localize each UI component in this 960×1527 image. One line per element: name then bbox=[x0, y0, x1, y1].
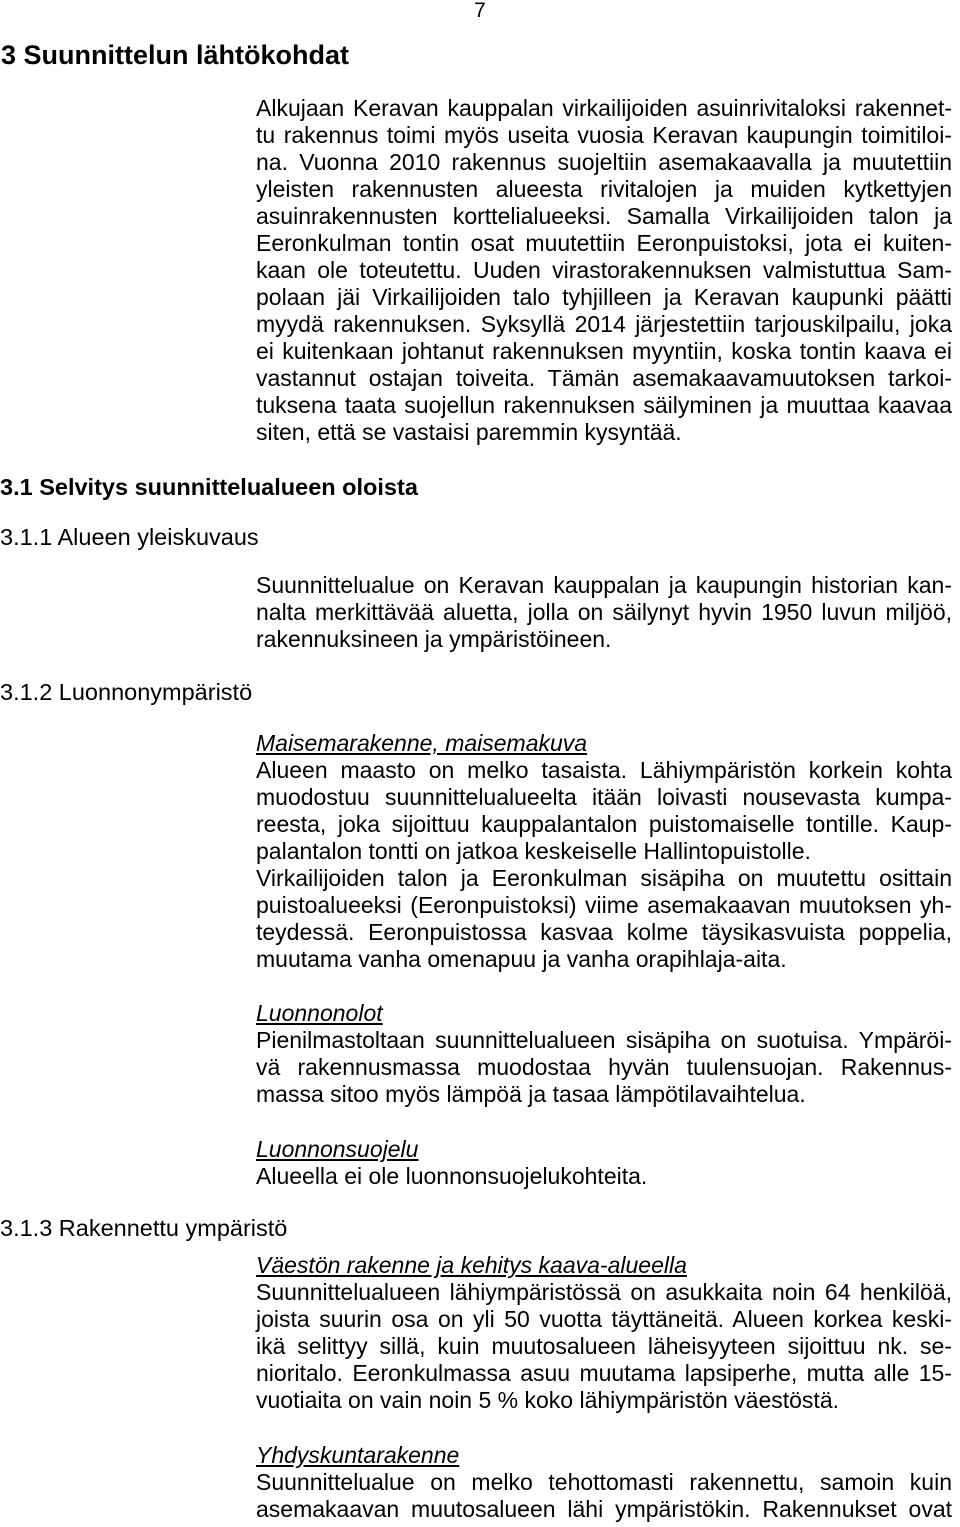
landscape-line: reesta, joka sijoittuu kauppalantalon puistomaiselle tontille. Kaup- bbox=[256, 811, 952, 837]
community-structure-title: Yhdyskuntarakenne bbox=[256, 1442, 460, 1468]
landscape-line: Virkailijoiden talon ja Eeronkulman sisäpiha on muutettu osittain bbox=[256, 865, 952, 891]
natural-conditions-line: Pienilmastoltaan suunnittelualueen sisäpiha on suotuisa. Ympäröi- bbox=[256, 1027, 952, 1053]
intro-line: siten, että se vastaisi paremmin kysyntää. bbox=[256, 419, 682, 445]
landscape-line: muodostuu suunnittelualueelta itään loivasti nousevasta kumpa- bbox=[256, 784, 952, 810]
landscape-title: Maisemarakenne, maisemakuva bbox=[256, 730, 588, 756]
intro-line: tuksena taata suojellun rakennuksen säilyminen ja muuttaa kaavaa bbox=[256, 392, 952, 418]
overview-paragraph bbox=[256, 572, 952, 653]
subsection-heading-rakennettu-ymparisto: 3.1.3 Rakennettu ympäristö bbox=[0, 1215, 288, 1241]
nature-conservation-section bbox=[256, 1136, 952, 1190]
chapter-heading: 3 Suunnittelun lähtökohdat bbox=[1, 40, 349, 70]
population-line: vuotiaita on vain noin 5 % koko lähiympäristön väestöstä. bbox=[256, 1387, 839, 1413]
intro-line: asuinrakennusten korttelialueeksi. Samalla Virkailijoiden talon ja bbox=[256, 203, 952, 229]
intro-line: vastannut ostajan toiveita. Tämän asemakaavamuutoksen tarkoi- bbox=[256, 365, 952, 391]
landscape-line: puistoalueeksi (Eeronpuistoksi) viime asemakaavan muutoksen yh- bbox=[256, 892, 952, 918]
subsection-heading-alueen-yleiskuvaus: 3.1.1 Alueen yleiskuvaus bbox=[0, 524, 259, 550]
subsection-heading-luonnonymparisto: 3.1.2 Luonnonympäristö bbox=[0, 679, 253, 705]
section-heading: 3.1 Selvitys suunnittelualueen oloista bbox=[0, 474, 418, 500]
landscape-line: muutama vanha omenapuu ja vanha orapihlaja-aita. bbox=[256, 946, 787, 972]
natural-conditions-line: vä rakennusmassa muodostaa hyvän tuulensuojan. Rakennus- bbox=[256, 1054, 952, 1080]
overview-line: Suunnittelualue on Keravan kauppalan ja kaupungin historian kan- bbox=[256, 572, 952, 598]
page-number: 7 bbox=[474, 0, 486, 22]
population-line: ikä selittyy sillä, kuin muutosalueen läheisyyteen sijoittuu nk. se- bbox=[256, 1333, 952, 1359]
nature-conservation-line: Alueella ei ole luonnonsuojelukohteita. bbox=[256, 1163, 648, 1189]
intro-line: yleisten rakennusten alueesta rivitalojen ja muiden kytkettyjen bbox=[256, 176, 952, 202]
population-line: Suunnittelualueen lähiympäristössä on asukkaita noin 64 henkilöä, bbox=[256, 1279, 952, 1305]
landscape-line: palantalon tontti on jatkoa keskeiselle Hallintopuistolle. bbox=[256, 838, 811, 864]
community-structure-line: asemakaavan muutosalueen lähi ympäristökin. Rakennukset ovat bbox=[256, 1496, 952, 1522]
population-line: joista suurin osa on yli 50 vuotta täyttäneitä. Alueen korkea keski- bbox=[256, 1306, 952, 1332]
landscape-section bbox=[256, 730, 952, 973]
intro-line: ei kuitenkaan johtanut rakennuksen myyntiin, koska tontin kaava ei bbox=[256, 338, 952, 364]
intro-paragraph bbox=[256, 95, 952, 446]
nature-conservation-title: Luonnonsuojelu bbox=[256, 1136, 419, 1162]
intro-line: na. Vuonna 2010 rakennus suojeltiin asemakaavalla ja muutettiin bbox=[256, 149, 952, 175]
intro-line: kaan ole toteutettu. Uuden virastorakennuksen valmistuttua Sam- bbox=[256, 257, 952, 283]
intro-line: tu rakennus toimi myös useita vuosia Keravan kaupungin toimitiloi- bbox=[256, 122, 952, 148]
population-line: nioritalo. Eeronkulmassa asuu muutama lapsiperhe, mutta alle 15- bbox=[256, 1360, 952, 1386]
intro-line: myydä rakennuksen. Syksyllä 2014 järjestettiin tarjouskilpailu, joka bbox=[256, 311, 952, 337]
overview-line: rakennuksineen ja ympäristöineen. bbox=[256, 626, 612, 652]
intro-line: polaan jäi Virkailijoiden talo tyhjilleen ja Keravan kaupunki päätti bbox=[256, 284, 952, 310]
natural-conditions-line: massa sitoo myös lämpöä ja tasaa lämpötilavaihtelua. bbox=[256, 1081, 806, 1107]
overview-line: nalta merkittävää aluetta, jolla on säilynyt hyvin 1950 luvun miljöö, bbox=[256, 599, 952, 625]
landscape-line: teydessä. Eeronpuistossa kasvaa kolme täysikasvuista poppelia, bbox=[256, 919, 952, 945]
intro-line: Eeronkulman tontin osat muutettiin Eeronpuistoksi, jota ei kuiten- bbox=[256, 230, 952, 256]
natural-conditions-section bbox=[256, 1000, 952, 1108]
natural-conditions-title: Luonnonolot bbox=[256, 1000, 383, 1026]
community-structure-section bbox=[256, 1442, 952, 1523]
population-section bbox=[256, 1252, 952, 1414]
community-structure-line: Suunnittelualue on melko tehottomasti rakennettu, samoin kuin bbox=[256, 1469, 952, 1495]
population-title: Väestön rakenne ja kehitys kaava-alueella bbox=[256, 1252, 687, 1278]
landscape-line: Alueen maasto on melko tasaista. Lähiympäristön korkein kohta bbox=[256, 757, 952, 783]
intro-line: Alkujaan Keravan kauppalan virkailijoiden asuinrivitaloksi rakennet- bbox=[256, 95, 952, 121]
